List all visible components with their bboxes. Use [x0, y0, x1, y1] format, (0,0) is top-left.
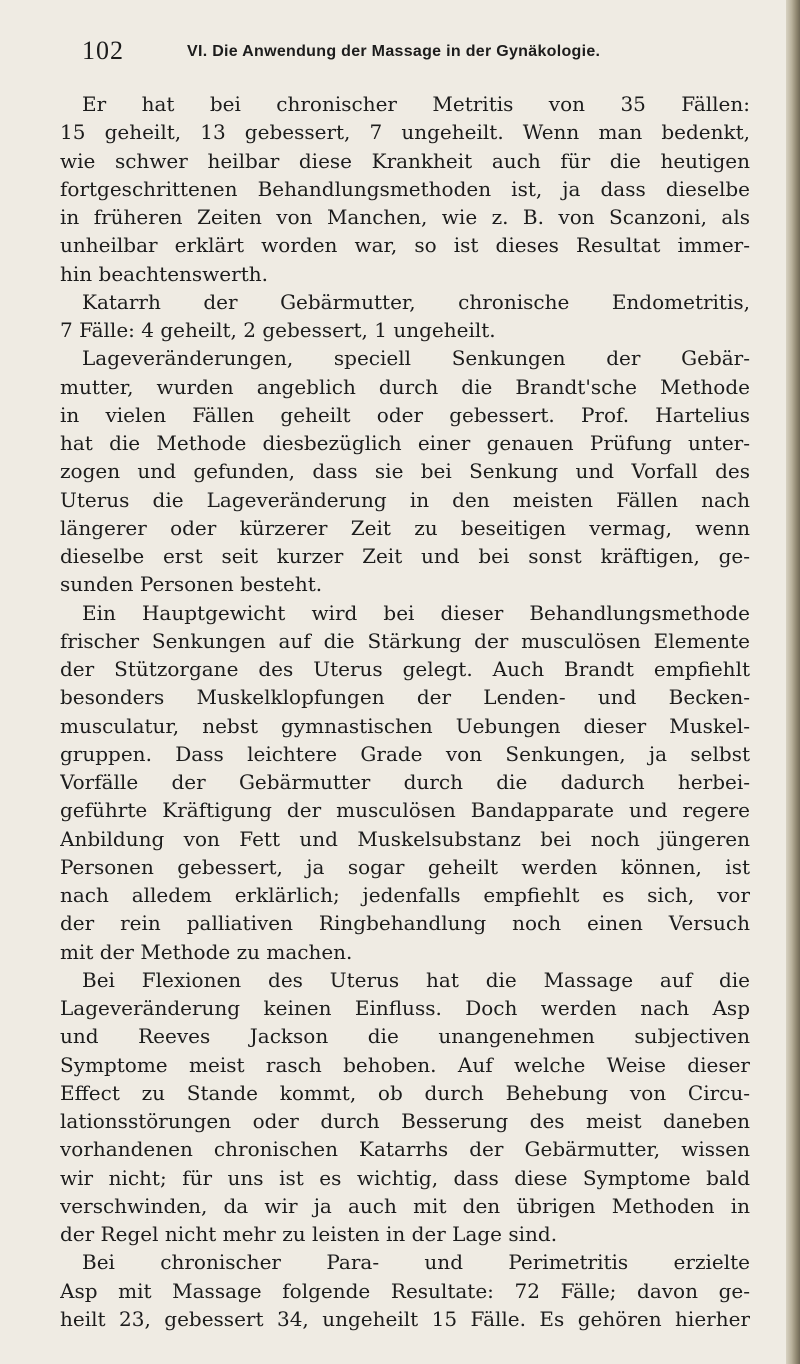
text-line: verschwinden, da wir ja auch mit den übrigen Methoden in — [60, 1193, 750, 1218]
running-title: VI. Die Anwendung der Massage in der Gynäkologie. — [187, 43, 601, 60]
text-line: Asp mit Massage folgende Resultate: 72 Fälle; davon ge- — [60, 1278, 750, 1303]
text-line: Katarrh der Gebärmutter, chronische Endometritis, — [82, 289, 750, 314]
text-line: in früheren Zeiten von Manchen, wie z. B. von Scanzoni, als — [60, 205, 750, 229]
text-line: Anbildung von Fett und Muskelsubstanz bei noch jüngeren — [60, 826, 750, 851]
body-text — [60, 90, 750, 1333]
text-line: sunden Personen besteht. — [60, 572, 323, 597]
text-line: zogen und gefunden, dass sie bei Senkung und Vorfall des — [60, 459, 750, 484]
text-line: wie schwer heilbar diese Krankheit auch für die heutigen — [60, 148, 750, 173]
text-line: Lageveränderungen, speciell Senkungen der Gebär- — [82, 346, 750, 371]
text-line: frischer Senkungen auf die Stärkung der musculösen Elemente — [60, 628, 750, 653]
text-line: mutter, wurden angeblich durch die Brandt'sche Methode — [60, 374, 750, 399]
page-edge-shadow — [786, 0, 800, 1364]
text-line: der Stützorgane des Uterus gelegt. Auch Brandt empfiehlt — [60, 657, 750, 681]
page-header — [82, 36, 732, 72]
text-line: besonders Muskelklopfungen der Lenden- und Becken- — [60, 685, 750, 710]
text-line: 15 geheilt, 13 gebessert, 7 ungeheilt. Wenn man bedenkt, — [60, 120, 750, 145]
text-line: Effect zu Stande kommt, ob durch Behebung von Circu- — [60, 1080, 750, 1105]
text-line: vorhandenen chronischen Katarrhs der Gebärmutter, wissen — [60, 1137, 750, 1162]
text-line: nach alledem erklärlich; jedenfalls empfiehlt es sich, vor — [60, 883, 750, 907]
text-line: fortgeschrittenen Behandlungsmethoden ist, ja dass dieselbe — [60, 176, 750, 201]
text-line: Lageveränderung keinen Einfluss. Doch werden nach Asp — [60, 996, 750, 1020]
text-line: der Regel nicht mehr zu leisten in der Lage sind. — [60, 1222, 558, 1246]
text-line: gruppen. Dass leichtere Grade von Senkungen, ja selbst — [60, 741, 750, 766]
text-line: längerer oder kürzerer Zeit zu beseitigen vermag, wenn — [60, 515, 750, 540]
text-line: Ein Hauptgewicht wird bei dieser Behandlungsmethode — [82, 600, 750, 625]
text-line: heilt 23, gebessert 34, ungeheilt 15 Fälle. Es gehören hierher — [60, 1306, 750, 1331]
text-line: musculatur, nebst gymnastischen Uebungen dieser Muskel- — [60, 713, 750, 738]
text-line: wir nicht; für uns ist es wichtig, dass diese Symptome bald — [60, 1165, 750, 1190]
text-line: und Reeves Jackson die unangenehmen subjectiven — [60, 1024, 750, 1049]
text-line: in vielen Fällen geheilt oder gebessert. Prof. Hartelius — [60, 402, 750, 427]
text-line: lationsstörungen oder durch Besserung des meist daneben — [60, 1109, 750, 1133]
text-line: geführte Kräftigung der musculösen Bandapparate und regere — [60, 798, 750, 823]
text-line: Uterus die Lageveränderung in den meisten Fällen nach — [60, 487, 750, 512]
text-line: der rein palliativen Ringbehandlung noch einen Versuch — [60, 911, 750, 936]
text-line: mit der Methode zu machen. — [60, 939, 353, 964]
text-line: Vorfälle der Gebärmutter durch die dadurch herbei- — [60, 770, 750, 794]
page-number: 102 — [82, 36, 124, 65]
text-line: Personen gebessert, ja sogar geheilt werden können, ist — [60, 854, 750, 879]
text-line: hin beachtenswerth. — [60, 261, 268, 286]
text-line: hat die Methode diesbezüglich einer genauen Prüfung unter- — [60, 431, 750, 455]
text-line: Bei Flexionen des Uterus hat die Massage auf die — [82, 967, 750, 992]
text-line: 7 Fälle: 4 geheilt, 2 gebessert, 1 ungeheilt. — [60, 318, 496, 342]
text-line: unheilbar erklärt worden war, so ist dieses Resultat immer- — [60, 233, 750, 258]
text-line: Bei chronischer Para- und Perimetritis erzielte — [82, 1250, 750, 1275]
text-line: dieselbe erst seit kurzer Zeit und bei sonst kräftigen, ge- — [60, 544, 750, 568]
text-line: Symptome meist rasch behoben. Auf welche Weise dieser — [60, 1052, 750, 1077]
text-line: Er hat bei chronischer Metritis von 35 Fällen: — [82, 92, 750, 116]
